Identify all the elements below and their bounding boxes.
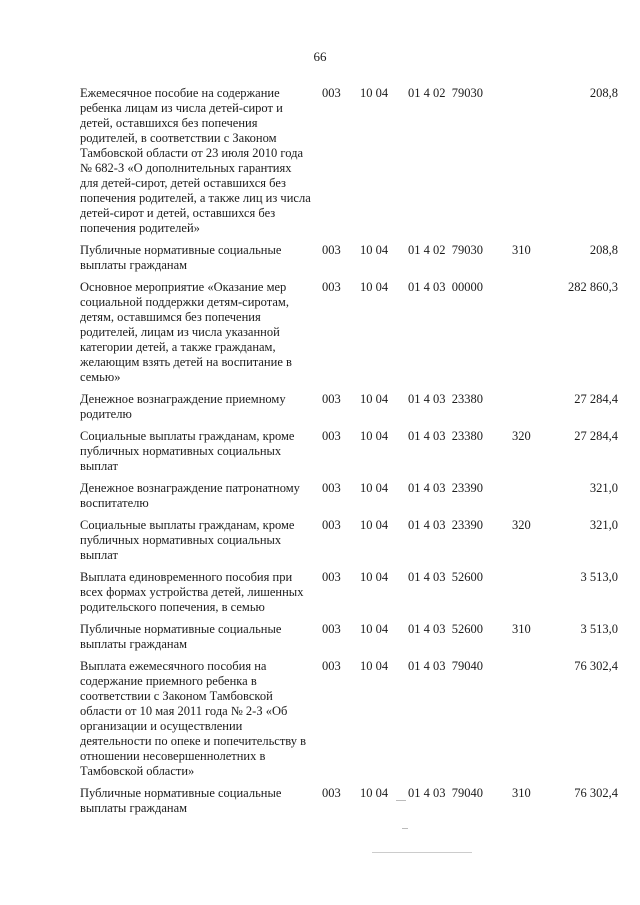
- row-amount: 3 513,0: [580, 622, 618, 636]
- row-article-code: 01 4 03 23380: [408, 392, 483, 406]
- row-expense-type-code: [508, 570, 546, 622]
- row-section-code: 10 04: [360, 86, 389, 100]
- row-expense-type-code: [508, 86, 546, 243]
- row-amount: 282 860,3: [568, 280, 618, 294]
- table-row: [80, 481, 630, 518]
- row-ministry-code: 003: [322, 429, 341, 443]
- row-section-code: 10 04: [360, 481, 389, 495]
- row-section-code: 10 04: [360, 429, 389, 443]
- row-expense-type-code: 310: [512, 243, 531, 257]
- row-amount: 208,8: [589, 86, 618, 100]
- row-ministry-code: 003: [322, 518, 341, 532]
- row-amount: 27 284,4: [574, 392, 618, 406]
- row-name: Социальные выплаты гражданам, кроме публичных нормативных социальных выплат: [80, 518, 295, 562]
- row-section-code: 10 04: [360, 659, 389, 673]
- row-section-code: 10 04: [360, 570, 389, 584]
- row-amount: 208,8: [589, 243, 618, 257]
- row-section-code: 10 04: [360, 392, 389, 406]
- row-section-code: 10 04: [360, 280, 389, 294]
- row-name: Денежное вознаграждение патронатному воспитателю: [80, 481, 300, 510]
- row-ministry-code: 003: [322, 659, 341, 673]
- table-row: [80, 86, 630, 243]
- row-expense-type-code: 310: [512, 622, 531, 636]
- row-name: Социальные выплаты гражданам, кроме публичных нормативных социальных выплат: [80, 429, 295, 473]
- row-ministry-code: 003: [322, 280, 341, 294]
- row-ministry-code: 003: [322, 243, 341, 257]
- row-section-code: 10 04: [360, 622, 389, 636]
- row-amount: 321,0: [589, 518, 618, 532]
- row-name: Публичные нормативные социальные выплаты гражданам: [80, 786, 282, 815]
- row-amount: 76 302,4: [574, 659, 618, 673]
- row-name: Основное мероприятие «Оказание мер социальной поддержки детям-сиротам, детям, оставшимся без попечения родителей, лицам из числа указанной категории детей, а также гражданам, желающим взять детей на воспитание в семью»: [80, 280, 292, 384]
- row-expense-type-code: [508, 659, 546, 786]
- row-amount: 3 513,0: [580, 570, 618, 584]
- table-row: [80, 429, 630, 481]
- row-article-code: 01 4 03 52600: [408, 570, 483, 584]
- row-expense-type-code: 310: [512, 786, 531, 800]
- row-article-code: 01 4 03 23390: [408, 518, 483, 532]
- row-expense-type-code: 320: [512, 429, 531, 443]
- row-ministry-code: 003: [322, 786, 341, 800]
- row-article-code: 01 4 03 79040: [408, 786, 483, 800]
- row-name: Публичные нормативные социальные выплаты гражданам: [80, 622, 282, 651]
- table-row: [80, 243, 630, 280]
- row-amount: 27 284,4: [574, 429, 618, 443]
- row-section-code: 10 04: [360, 243, 389, 257]
- row-name: Выплата ежемесячного пособия на содержание приемного ребенка в соответствии с Законом Тамбовской области от 10 мая 2011 года № 2-З «Об организации и осуществлении деятельности по опеке и попечительству в отношении несовершеннолетних в Тамбовской области»: [80, 659, 307, 778]
- page-number: 66: [313, 49, 327, 64]
- row-expense-type-code: [508, 392, 546, 429]
- row-expense-type-code: [508, 481, 546, 518]
- row-article-code: 01 4 03 00000: [408, 280, 483, 294]
- row-expense-type-code: [508, 280, 546, 392]
- row-name: Ежемесячное пособие на содержание ребенка лицам из числа детей-сирот и детей, оставшихся без попечения родителей, в соответствии с Законом Тамбовской области от 23 июля 2010 года № 682-З «О дополнительных гарантиях для детей-сирот, детей оставшихся без попечения родителей, а также лиц из числа детей-сирот и детей, оставшихся без попечения родителей»: [80, 86, 311, 235]
- row-section-code: 10 04: [360, 518, 389, 532]
- row-ministry-code: 003: [322, 86, 341, 100]
- row-article-code: 01 4 03 23390: [408, 481, 483, 495]
- row-name: Денежное вознаграждение приемному родителю: [80, 392, 286, 421]
- row-article-code: 01 4 02 79030: [408, 243, 483, 257]
- row-name: Публичные нормативные социальные выплаты гражданам: [80, 243, 282, 272]
- row-amount: 321,0: [589, 481, 618, 495]
- table-row: [80, 622, 630, 659]
- row-name: Выплата единовременного пособия при всех формах устройства детей, лишенных родительского попечения, в семью: [80, 570, 304, 614]
- table-row: [80, 786, 630, 823]
- row-section-code: 10 04: [360, 786, 389, 800]
- budget-table: [80, 86, 630, 823]
- table-row: [80, 392, 630, 429]
- table-row: [80, 518, 630, 570]
- row-article-code: 01 4 03 23380: [408, 429, 483, 443]
- row-article-code: 01 4 03 79040: [408, 659, 483, 673]
- row-ministry-code: 003: [322, 392, 341, 406]
- table-row: [80, 659, 630, 786]
- row-article-code: 01 4 02 79030: [408, 86, 483, 100]
- row-ministry-code: 003: [322, 481, 341, 495]
- row-ministry-code: 003: [322, 570, 341, 584]
- row-article-code: 01 4 03 52600: [408, 622, 483, 636]
- table-row: [80, 570, 630, 622]
- table-row: [80, 280, 630, 392]
- row-expense-type-code: 320: [512, 518, 531, 532]
- row-ministry-code: 003: [322, 622, 341, 636]
- row-amount: 76 302,4: [574, 786, 618, 800]
